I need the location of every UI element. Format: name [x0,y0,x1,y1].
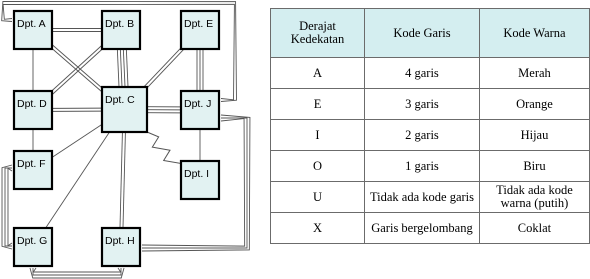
department-box-i [181,161,219,199]
legend-row [271,182,590,213]
activity-relationship-diagram [0,0,265,279]
legend-header-line-code: Kode Garis [365,9,480,58]
department-label: Dpt. F [17,158,46,170]
department-box-h [102,228,140,266]
legend-line-code: Garis bergelombang [365,213,480,244]
legend-degree: O [271,151,365,182]
department-label: Dpt. G [17,235,48,247]
relationship-line-g-h [33,268,121,275]
relationship-line-f-g [8,168,12,245]
department-box-frame [14,228,52,266]
department-box-frame [102,228,140,266]
legend-degree: X [271,213,365,244]
legend-degree: I [271,120,365,151]
department-box-a [14,11,52,49]
department-box-frame [14,11,52,49]
relationship-line-c-i [147,132,181,172]
legend-line-code: 3 garis [365,89,480,120]
department-box-j [181,91,219,129]
department-label: Dpt. B [105,18,135,30]
legend-color-code: Merah [479,58,589,89]
department-boxes [14,11,219,266]
legend-line-code: Tidak ada kode garis [365,182,480,213]
legend-degree: A [271,58,365,89]
legend-color-code: Coklat [479,213,589,244]
department-box-frame [14,91,52,129]
department-label: Dpt. H [105,235,135,247]
legend-header-color-code: Kode Warna [479,9,589,58]
legend-header-closeness: Derajat Kedekatan [271,9,365,58]
department-box-e [181,11,219,49]
department-label: Dpt. D [17,98,47,110]
legend-row [271,58,590,89]
legend-row [271,120,590,151]
department-box-frame [181,11,219,49]
closeness-code-legend [270,8,590,244]
department-label: Dpt. A [17,18,46,30]
legend-degree: U [271,182,365,213]
legend-color-code: Hijau [479,120,589,151]
department-box-b [102,11,140,49]
legend-row [271,151,590,182]
legend-line-code: 1 garis [365,151,480,182]
legend-color-code: Tidak ada kode warna (putih) [479,182,589,213]
relationship-line-f-g [2,165,12,249]
department-label: Dpt. J [184,98,212,110]
legend-header-row [271,9,590,58]
department-label: Dpt. C [105,94,135,106]
department-label: Dpt. I [184,168,210,180]
department-box-frame [181,91,219,129]
department-label: Dpt. E [184,18,214,30]
department-box-c [102,87,147,132]
legend-line-code: 2 garis [365,120,480,151]
legend-row [271,213,590,244]
legend-line-code: 4 garis [365,58,480,89]
department-box-frame [181,161,219,199]
relationship-line-g-h [30,268,124,278]
relationship-line-f-g [5,168,12,246]
department-box-d [14,91,52,129]
department-box-frame [14,151,52,189]
legend-row [271,89,590,120]
legend-color-code: Biru [479,151,589,182]
department-box-g [14,228,52,266]
relationship-line-g-h [33,268,121,272]
department-box-f [14,151,52,189]
legend-degree: E [271,89,365,120]
department-box-frame [102,11,140,49]
legend-color-code: Orange [479,89,589,120]
